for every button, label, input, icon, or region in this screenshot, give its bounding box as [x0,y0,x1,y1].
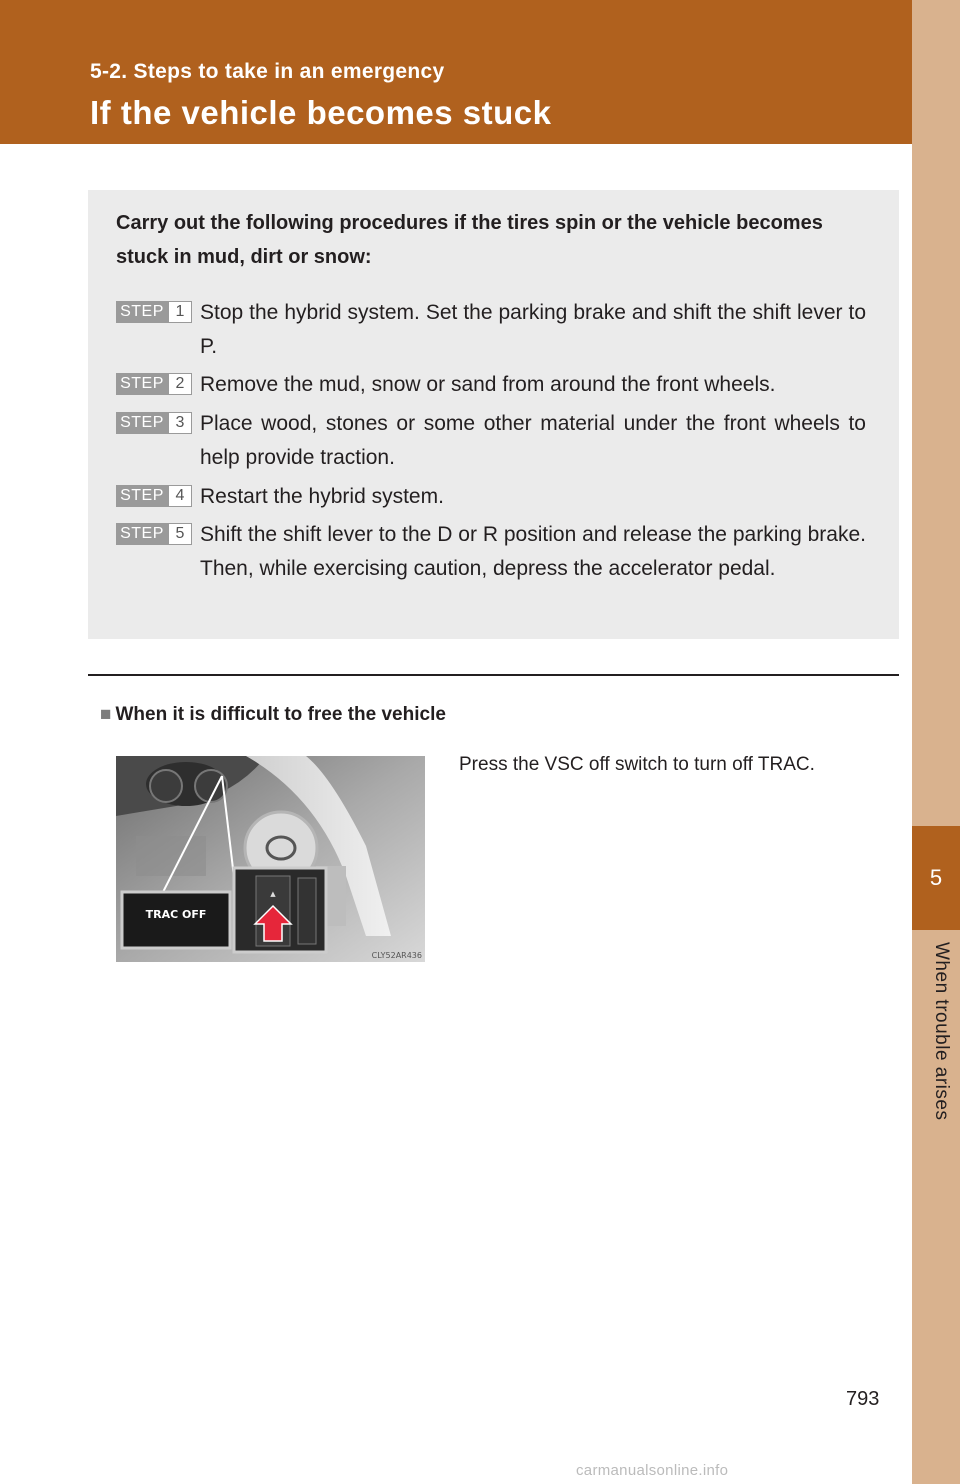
step-word: STEP [116,485,168,507]
watermark: carmanualsonline.info [576,1462,729,1479]
step-badge [116,373,192,395]
trac-off-indicator-text: TRAC OFF [145,908,207,921]
chapter-side-tab [912,0,960,1484]
step-badge [116,523,192,545]
trac-off-illustration [116,756,425,962]
step-text: Remove the mud, snow or sand from around the front wheels. [200,373,776,396]
step-badge [116,301,192,323]
section-divider [88,674,899,676]
step-text: Place wood, stones or some other material under the front wheels to help provide traction. [200,412,866,469]
note-heading-text: When it is difficult to free the vehicle [115,704,446,725]
page-title: If the vehicle becomes stuck [90,94,552,131]
step-number: 4 [168,485,192,507]
step-word: STEP [116,412,168,434]
step-text: Restart the hybrid system. [200,485,444,508]
figure-caption: Press the VSC off switch to turn off TRAC. [459,754,815,775]
procedure-intro: Carry out the following procedures if the tires spin or the vehicle becomes stuck in mud, dirt or snow: [116,212,823,268]
procedure-panel [88,190,899,639]
chapter-name: When trouble arises [931,942,952,1121]
step-number: 3 [168,412,192,434]
step-word: STEP [116,301,168,323]
note-heading [100,704,446,726]
step-word: STEP [116,523,168,545]
step-text: Stop the hybrid system. Set the parking brake and shift the shift lever to P. [200,301,866,358]
step-number: 1 [168,301,192,323]
page-number: 793 [846,1388,880,1410]
step-word: STEP [116,373,168,395]
step-number: 5 [168,523,192,545]
page-header [0,0,912,144]
figure-code: CLY52AR436 [371,951,422,960]
step-badge [116,485,192,507]
svg-text:▲: ▲ [270,890,276,898]
section-title: 5-2. Steps to take in an emergency [90,60,445,83]
chapter-number: 5 [912,826,960,930]
square-bullet-icon: ■ [100,704,112,725]
step-badge [116,412,192,434]
step-text: Shift the shift lever to the D or R position and release the parking brake. Then, while exercising caution, depress the accelerator pedal. [200,523,866,580]
step-number: 2 [168,373,192,395]
